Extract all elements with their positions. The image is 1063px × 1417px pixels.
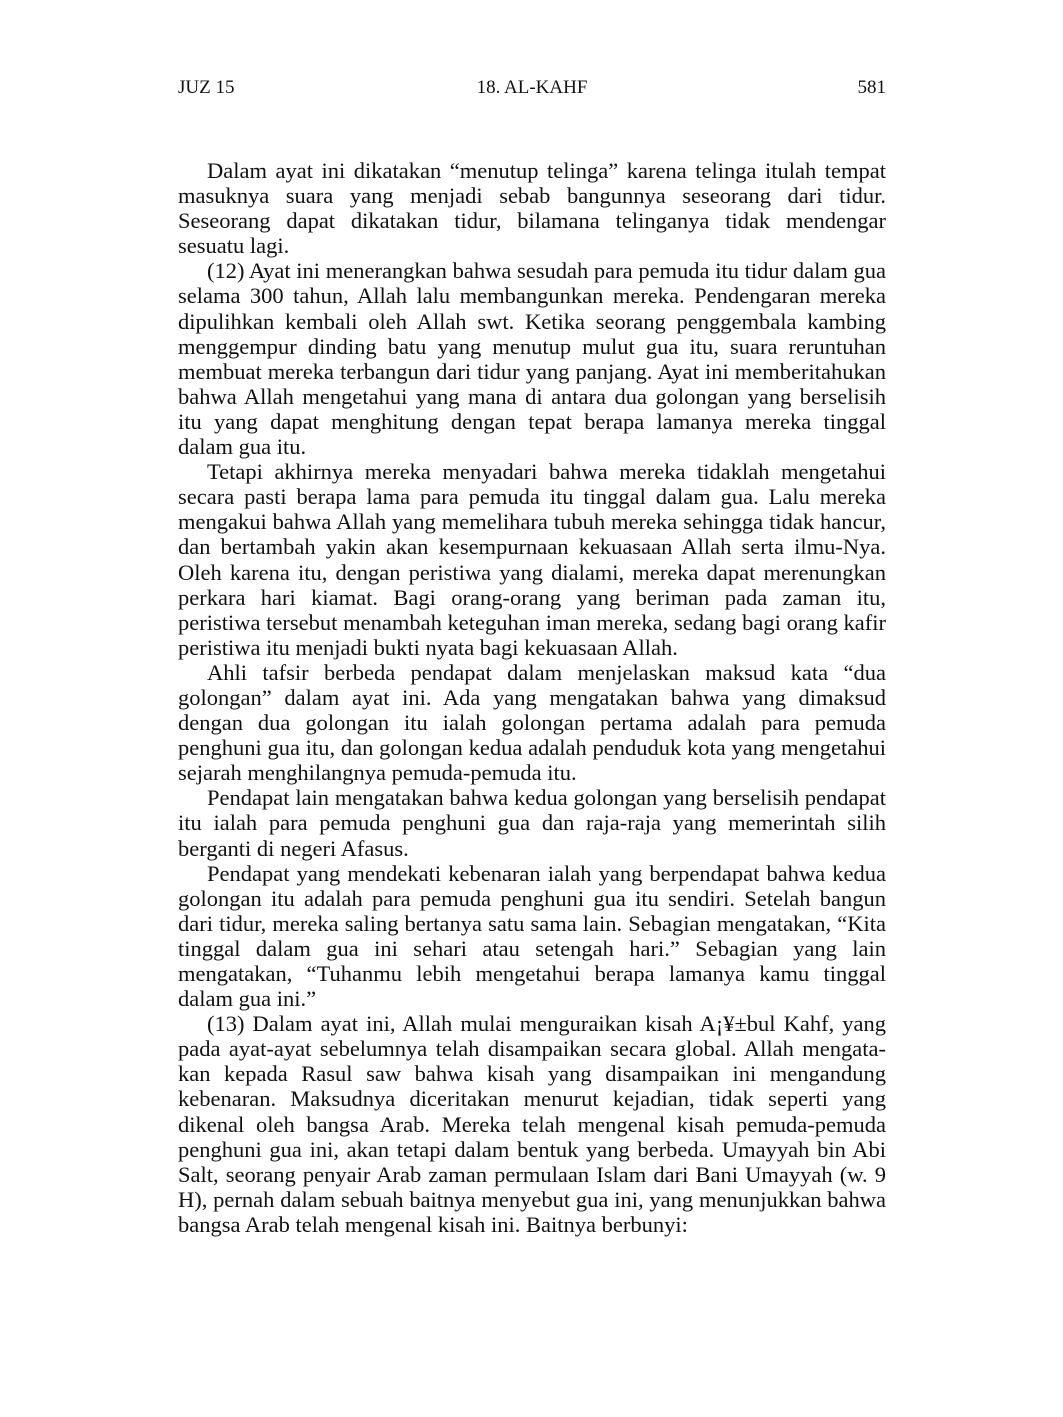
paragraph: Pendapat lain mengatakan bahwa kedua golongan yang berselisih pendapat itu ialah para pemuda penghuni gua dan raja-raja yang memerintah silih berganti di negeri Afasus. [178, 785, 886, 861]
page-header [178, 76, 886, 100]
paragraph: Pendapat yang mendekati kebenaran ialah yang berpendapat bahwa kedua golongan itu adalah para pemuda penghuni gua itu sendiri. Setelah bangun dari tidur, mereka saling bertanya satu sama lain. Sebagian mengatakan, “Kita tinggal dalam gua ini sehari atau setengah hari.” Sebagian yang lain mengatakan, “Tuhanmu lebih mengetahui berapa lamanya kamu tinggal dalam gua ini.” [178, 860, 886, 1012]
paragraph: Ahli tafsir berbeda pendapat dalam menjelaskan maksud kata “dua golongan” dalam ayat ini. Ada yang mengatakan bahwa yang dimaksud dengan dua golongan itu ialah golongan pertama adalah para pemuda penghuni gua itu, dan golongan kedua adalah penduduk kota yang mengetahui sejarah menghilangnya pemuda-pemuda itu. [178, 659, 886, 786]
juz-label: JUZ 15 [178, 77, 235, 98]
surah-title: 18. AL-KAHF [476, 77, 588, 98]
paragraph: Dalam ayat ini dikatakan “menutup telinga” karena telinga itulah tempat masuknya suara yang menjadi sebab bangunnya seseorang dari tidur. Seseorang dapat dikatakan tidur, bilamana telinganya tidak mendengar sesuatu lagi. [178, 158, 886, 259]
page-number: 581 [857, 77, 886, 98]
body-text [178, 158, 886, 1237]
paragraph: (12) Ayat ini menerangkan bahwa sesudah para pemuda itu tidur dalam gua selama 300 tahun, Allah lalu membangunkan mereka. Pendengaran mereka dipulihkan kembali oleh Allah swt. Ketika seorang penggembala kambing menggempur dinding batu yang menutup mulut gua itu, suara reruntuhan membuat mereka terbangun dari tidur yang panjang. Ayat ini memberitahukan bahwa Allah mengetahui yang mana di antara dua golongan yang berselisih itu yang dapat menghitung dengan tepat berapa lamanya mereka tinggal dalam gua itu. [178, 258, 886, 460]
paragraph: (13) Dalam ayat ini, Allah mulai menguraikan kisah A¡¥±bul Kahf, yang pada ayat-ayat sebelumnya telah disampaikan secara global. Allah mengata-kan kepada Rasul saw bahwa kisah yang disampaikan ini mengandung kebenaran. Maksudnya diceritakan menurut kejadian, tidak seperti yang dikenal oleh bangsa Arab. Mereka telah mengenal kisah pemuda-pemuda penghuni gua ini, akan tetapi dalam bentuk yang berbeda. Umayyah bin Abi Salt, seorang penyair Arab zaman permulaan Islam dari Bani Umayyah (w. 9 H), pernah dalam sebuah baitnya menyebut gua ini, yang menunjukkan bahwa bangsa Arab telah mengenal kisah ini. Baitnya berbunyi: [178, 1011, 886, 1237]
paragraph: Tetapi akhirnya mereka menyadari bahwa mereka tidaklah mengetahui secara pasti berapa lama para pemuda itu tinggal dalam gua. Lalu mereka mengakui bahwa Allah yang memelihara tubuh mereka sehingga tidak hancur, dan bertambah yakin akan kesempurnaan kekuasaan Allah serta ilmu-Nya. Oleh karena itu, dengan peristiwa yang dialami, mereka dapat merenungkan perkara hari kiamat. Bagi orang-orang yang beriman pada zaman itu, peristiwa tersebut menambah keteguhan iman mereka, sedang bagi orang kafir peristiwa itu menjadi bukti nyata bagi kekuasaan Allah. [178, 459, 886, 660]
